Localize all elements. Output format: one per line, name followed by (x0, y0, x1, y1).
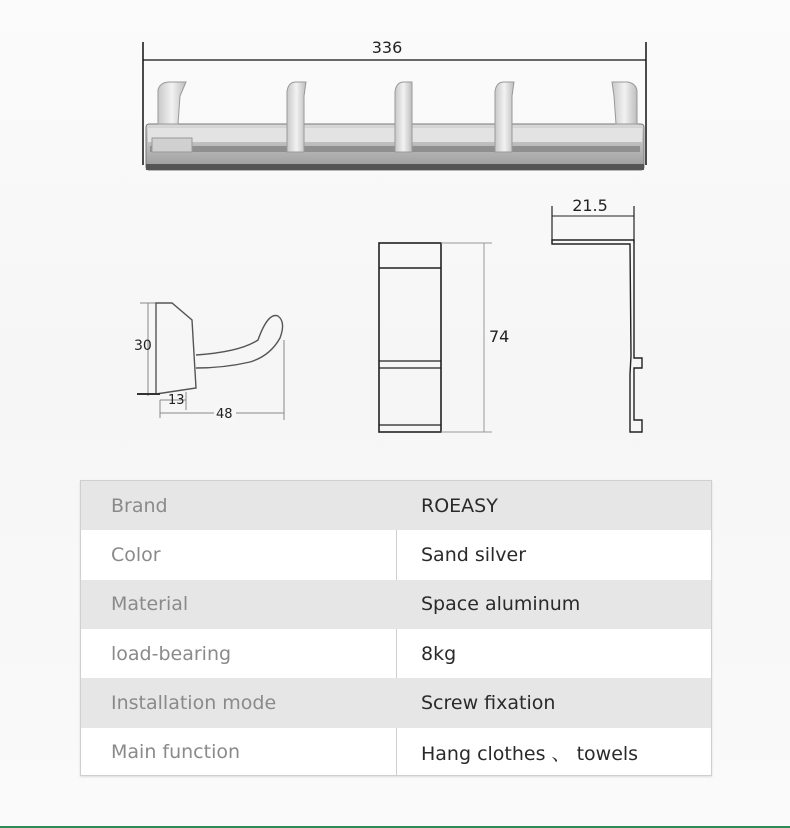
spec-table (80, 480, 712, 776)
rail-front-profile (379, 243, 509, 432)
hook-5 (612, 82, 637, 124)
spec-row-installation-mode (81, 678, 711, 727)
hook-reach-label: 48 (216, 407, 233, 422)
spec-label: Main function (111, 741, 241, 764)
spec-value: Hang clothes 、 towels (421, 742, 639, 765)
spec-value: Sand silver (421, 543, 527, 566)
spec-label: load-bearing (111, 642, 232, 665)
hook-base-label: 13 (168, 393, 185, 408)
spec-label: Installation mode (111, 691, 277, 714)
hook-1 (152, 82, 192, 152)
hook-side-view (134, 303, 284, 422)
hook-2 (287, 82, 306, 152)
spec-value: ROEASY (421, 494, 498, 517)
spec-label: Color (111, 543, 161, 566)
rail-side-profile (552, 196, 642, 432)
bracket-depth-label: 21.5 (572, 196, 608, 215)
spec-value: Space aluminum (421, 593, 581, 616)
rail-height-label: 74 (489, 327, 510, 346)
spec-value: Screw fixation (421, 691, 556, 714)
spec-row-color (81, 530, 711, 579)
spec-row-material (81, 580, 711, 629)
coat-rack-rail (146, 82, 644, 170)
hook-3 (395, 82, 412, 152)
spec-row-main-function (81, 728, 711, 777)
spec-label: Material (111, 593, 189, 616)
hook-height-label: 30 (134, 338, 152, 354)
overall-length-label: 336 (371, 38, 403, 57)
spec-row-brand (81, 481, 711, 530)
spec-value: 8kg (421, 642, 457, 665)
spec-label: Brand (111, 494, 168, 517)
hook-4 (495, 82, 514, 152)
spec-row-load-bearing (81, 629, 711, 678)
